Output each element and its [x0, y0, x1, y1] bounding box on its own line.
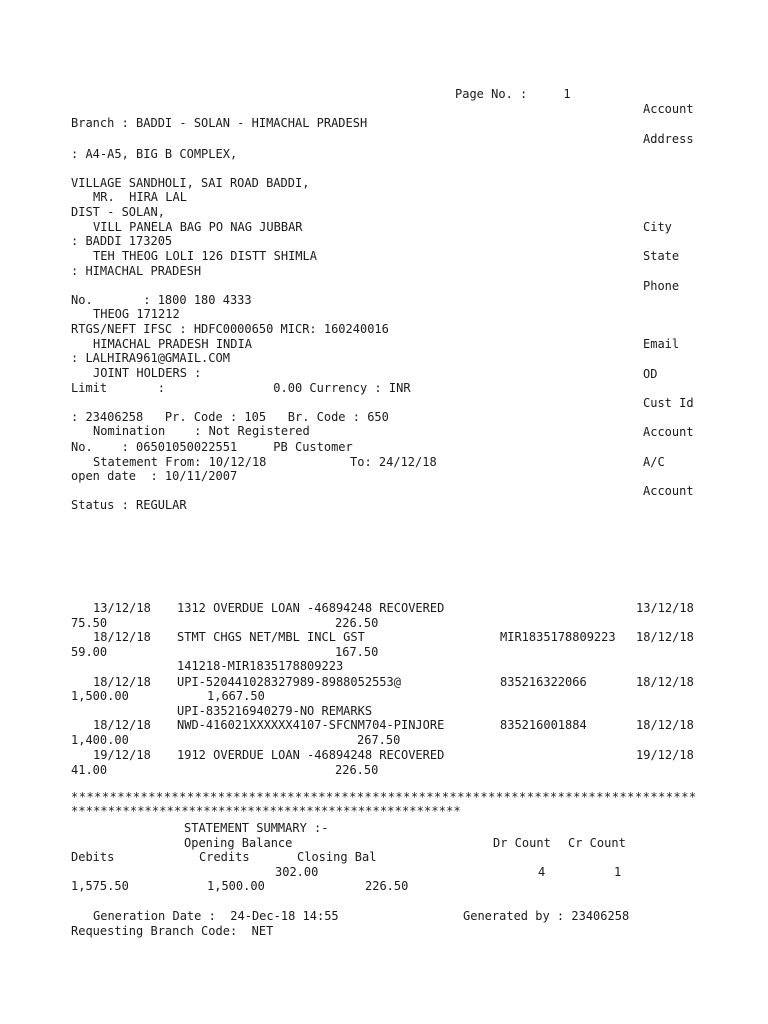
- open-date: open date : 10/11/2007: [71, 469, 238, 483]
- email-label: Email: [643, 337, 680, 351]
- joint-holders: JOINT HOLDERS :: [93, 366, 202, 380]
- rtgs-neft-ifsc: RTGS/NEFT IFSC : HDFC0000650 MICR: 160240016: [71, 322, 389, 336]
- generation-date: Generation Date : 24-Dec-18 14:55: [93, 909, 339, 923]
- txn-ref: 835216001884: [500, 718, 587, 732]
- customer-address-line3: THEOG 171212: [93, 307, 180, 321]
- txn-narration: 1312 OVERDUE LOAN -46894248 RECOVERED: [177, 601, 445, 615]
- branch-address-line1: : A4-A5, BIG B COMPLEX,: [71, 147, 238, 161]
- separator-line: *****************************************************: [71, 804, 461, 818]
- txn-balance: 267.50: [357, 733, 401, 747]
- od-label: OD: [643, 367, 658, 381]
- branch-address-line2: VILLAGE SANDHOLI, SAI ROAD BADDI,: [71, 176, 310, 190]
- nomination: Nomination : Not Registered: [93, 424, 310, 438]
- city-label: City: [643, 220, 672, 234]
- txn-balance: 167.50: [335, 645, 379, 659]
- customer-name: MR. HIRA LAL: [93, 190, 187, 204]
- txn-narration: STMT CHGS NET/MBL INCL GST: [177, 630, 365, 644]
- customer-address-line1: VILL PANELA BAG PO NAG JUBBAR: [93, 220, 303, 234]
- txn-value-date: 19/12/18: [636, 748, 694, 762]
- debits-value: 1,575.50: [71, 879, 129, 893]
- txn-value-date: 18/12/18: [636, 630, 694, 644]
- state-value: : HIMACHAL PRADESH: [71, 264, 202, 278]
- branch-name: Branch : BADDI - SOLAN - HIMACHAL PRADESH: [71, 116, 368, 130]
- txn-amount: 1,400.00: [71, 733, 129, 747]
- txn-balance: 226.50: [335, 616, 379, 630]
- txn-balance: 226.50: [335, 763, 379, 777]
- summary-title: STATEMENT SUMMARY :-: [184, 821, 329, 835]
- txn-date: 18/12/18: [93, 718, 151, 732]
- closing-bal-value: 226.50: [365, 879, 409, 893]
- dr-count-value: 4: [538, 865, 546, 879]
- txn-narration: 1912 OVERDUE LOAN -46894248 RECOVERED: [177, 748, 445, 762]
- phone-value: No. : 1800 180 4333: [71, 293, 252, 307]
- state-label: State: [643, 249, 680, 263]
- separator-line: *********************************************************************************: [71, 790, 697, 804]
- statement-from: Statement From: 10/12/18: [93, 455, 267, 469]
- credits-label: Credits: [199, 850, 250, 864]
- txn-amount: 1,500.00: [71, 689, 129, 703]
- address-label: Address: [643, 132, 694, 146]
- account-number: No. : 06501050022551 PB Customer: [71, 440, 353, 454]
- txn-value-date: 18/12/18: [636, 675, 694, 689]
- txn-extra: UPI-835216940279-NO REMARKS: [177, 704, 373, 718]
- txn-amount: 41.00: [71, 763, 108, 777]
- city-value: : BADDI 173205: [71, 234, 173, 248]
- email-value: : LALHIRA961@GMAIL.COM: [71, 351, 230, 365]
- txn-ref: 835216322066: [500, 675, 587, 689]
- txn-date: 13/12/18: [93, 601, 151, 615]
- requesting-branch-code: Requesting Branch Code: NET: [71, 924, 274, 938]
- account-status-label: Account: [643, 484, 694, 498]
- page-number: Page No. : 1: [455, 87, 571, 101]
- txn-value-date: 18/12/18: [636, 718, 694, 732]
- account-status: Status : REGULAR: [71, 498, 187, 512]
- cr-count-label: Cr Count: [568, 836, 626, 850]
- branch-address-line3: DIST - SOLAN,: [71, 205, 165, 219]
- txn-amount: 75.50: [71, 616, 108, 630]
- txn-extra: 141218-MIR1835178809223: [177, 659, 344, 673]
- opening-balance-value: 302.00: [275, 865, 319, 879]
- phone-label: Phone: [643, 279, 680, 293]
- generated-by: Generated by : 23406258: [463, 909, 630, 923]
- od-limit: Limit : 0.00 Currency : INR: [71, 381, 411, 395]
- cr-count-value: 1: [614, 865, 622, 879]
- closing-bal-label: Closing Bal: [297, 850, 377, 864]
- cust-id-label: Cust Id: [643, 396, 694, 410]
- txn-narration: NWD-416021XXXXXX4107-SFCNM704-PINJORE: [177, 718, 445, 732]
- customer-address-line2: TEH THEOG LOLI 126 DISTT SHIMLA: [93, 249, 317, 263]
- opening-balance-label: Opening Balance: [184, 836, 293, 850]
- cust-id-value: : 23406258 Pr. Code : 105 Br. Code : 650: [71, 410, 389, 424]
- txn-balance: 1,667.50: [207, 689, 265, 703]
- ac-label: A/C: [643, 455, 665, 469]
- txn-value-date: 13/12/18: [636, 601, 694, 615]
- txn-date: 18/12/18: [93, 675, 151, 689]
- debits-label: Debits: [71, 850, 115, 864]
- txn-date: 19/12/18: [93, 748, 151, 762]
- txn-narration: UPI-520441028327989-8988052553@: [177, 675, 401, 689]
- account-label: Account: [643, 102, 694, 116]
- txn-date: 18/12/18: [93, 630, 151, 644]
- dr-count-label: Dr Count: [493, 836, 551, 850]
- txn-ref: MIR1835178809223: [500, 630, 616, 644]
- credits-value: 1,500.00: [207, 879, 265, 893]
- customer-address-line4: HIMACHAL PRADESH INDIA: [93, 337, 252, 351]
- account-no-label: Account: [643, 425, 694, 439]
- statement-to: To: 24/12/18: [350, 455, 437, 469]
- txn-amount: 59.00: [71, 645, 108, 659]
